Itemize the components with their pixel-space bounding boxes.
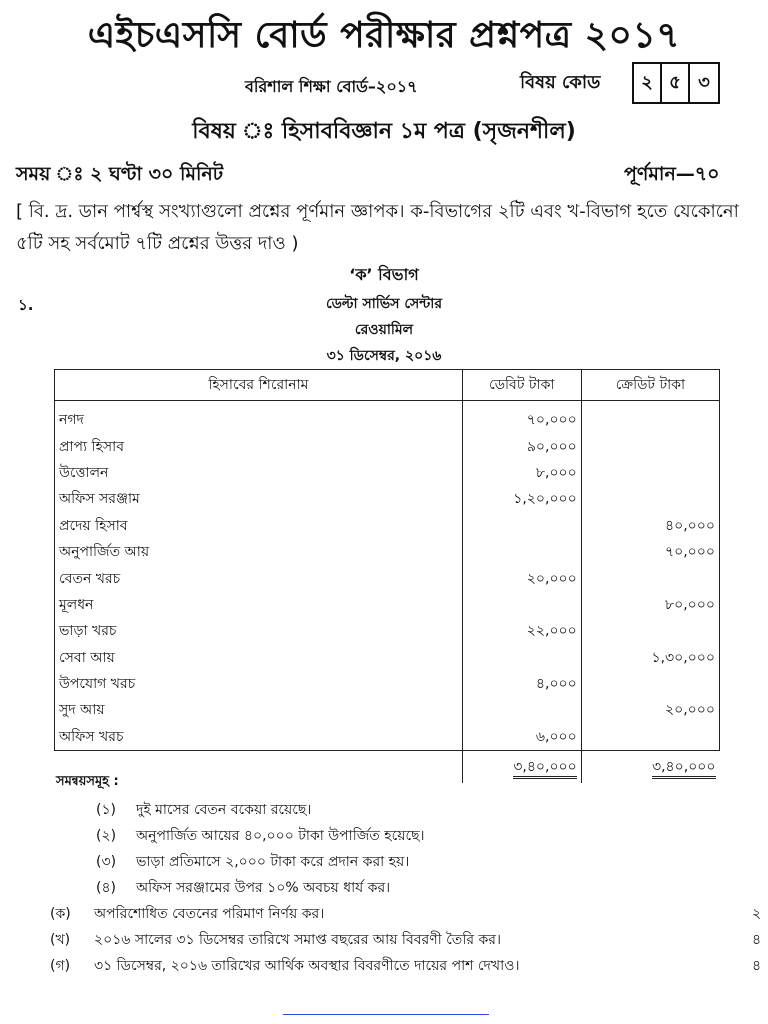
sub-question-number: (খ) — [50, 932, 71, 948]
sub-question-marks: ২ — [752, 906, 762, 922]
adjustment-text: ভাড়া প্রতিমাসে ২,০০০ টাকা করে প্রদান করা হয়। — [136, 854, 410, 870]
table-row — [55, 401, 720, 434]
table-row — [55, 433, 720, 459]
adjustment-item — [96, 876, 390, 900]
total-credit-cell — [581, 751, 719, 784]
credit-cell — [581, 460, 719, 486]
total-debit-cell — [462, 751, 581, 784]
adjustment-item — [96, 824, 425, 848]
board-name: বরিশাল শিক্ষা বোর্ড–২০১৭ — [245, 77, 418, 96]
table-row — [55, 697, 720, 723]
table-row — [55, 486, 720, 512]
sub-question-text: ২০১৬ সালের ৩১ ডিসেম্বর তারিখে সমাপ্ত বছরের আয় বিবরণী তৈরি কর। — [94, 932, 501, 948]
credit-cell: ১,৩০,০০০ — [581, 645, 719, 671]
credit-cell: ২০,০০০ — [581, 697, 719, 723]
credit-cell — [581, 618, 719, 644]
adjustment-text: দুই মাসের বেতন বকেয়া রয়েছে। — [136, 802, 312, 818]
table-row — [55, 724, 720, 751]
subject-code-digit: ৩ — [698, 71, 710, 93]
sub-question — [50, 902, 324, 926]
table-row — [55, 671, 720, 697]
footer-divider — [283, 1014, 489, 1015]
paper-title: এইচএসসি বোর্ড পরীক্ষার প্রশ্নপত্র ২০১৭ — [87, 15, 681, 56]
sub-question-text: অপরিশোধিত বেতনের পরিমাণ নির্ণয় কর। — [94, 906, 325, 922]
table-row — [55, 513, 720, 539]
account-cell: অফিস খরচ — [55, 724, 463, 751]
debit-cell: ২২,০০০ — [462, 618, 581, 644]
sub-question-text: ৩১ ডিসেম্বর, ২০১৬ তারিখের আর্থিক অবস্থার বিবরণীতে দায়ের পাশ দেখাও। — [94, 958, 520, 974]
adjustment-item — [96, 850, 409, 874]
table-row — [55, 460, 720, 486]
debit-cell: ২০,০০০ — [462, 565, 581, 591]
account-cell: ভাড়া খরচ — [55, 618, 463, 644]
col-header-account: হিসাবের শিরোনাম — [55, 370, 463, 401]
debit-cell: ৮,০০০ — [462, 460, 581, 486]
account-cell: অফিস সরঞ্জাম — [55, 486, 463, 512]
account-cell: অনুপার্জিত আয় — [55, 539, 463, 565]
subject-code-box — [632, 62, 720, 104]
debit-cell: ৪,০০০ — [462, 671, 581, 697]
table-header-row — [55, 370, 720, 401]
exam-time: সময় ঃ ২ ঘণ্টা ৩০ মিনিট — [16, 163, 224, 185]
col-header-credit: ক্রেডিট টাকা — [581, 370, 719, 401]
instructions: [ বি. দ্র. ডান পার্শ্বস্থ সংখ্যাগুলো প্রশ্নের পূর্ণমান জ্ঞাপক। ক-বিভাগের ২টি এবং খ-বিভাগ হতে যেকোনো ৫টি সহ সর্বমোট ৭টি প্রশ্নের উত্তর দাও ) — [16, 201, 739, 254]
subject-code-label: বিষয় কোড — [520, 72, 601, 93]
credit-cell: ৭০,০০০ — [581, 539, 719, 565]
debit-cell: ৯০,০০০ — [462, 433, 581, 459]
account-cell: উপযোগ খরচ — [55, 671, 463, 697]
subject-title: বিষয় ঃ হিসাববিজ্ঞান ১ম পত্র (সৃজনশীল) — [192, 119, 576, 144]
sub-question-number: (গ) — [50, 958, 71, 974]
adjustment-text: অনুপার্জিত আয়ের ৪০,০০০ টাকা উপার্জিত হয়েছে। — [136, 828, 425, 844]
adjustment-number: (৩) — [96, 854, 117, 870]
trial-balance-table — [54, 369, 720, 783]
debit-cell — [462, 592, 581, 618]
table-row — [55, 645, 720, 671]
account-cell: সুদ আয় — [55, 697, 463, 723]
subject-code-digit: ২ — [634, 64, 662, 102]
credit-cell: ৪০,০০০ — [581, 513, 719, 539]
account-cell: বেতন খরচ — [55, 565, 463, 591]
total-credit: ৩,৪০,০০০ — [652, 759, 716, 779]
report-date: ৩১ ডিসেম্বর, ২০১৬ — [326, 348, 442, 364]
credit-cell — [581, 724, 719, 751]
debit-cell: ১,২০,০০০ — [462, 486, 581, 512]
report-name: রেওয়ামিল — [354, 322, 414, 338]
account-cell: প্রদেয় হিসাব — [55, 513, 463, 539]
company-name: ডেল্টা সার্ভিস সেন্টার — [325, 296, 443, 312]
account-cell: উত্তোলন — [55, 460, 463, 486]
account-cell: মূলধন — [55, 592, 463, 618]
adjustment-item — [96, 798, 311, 822]
account-cell: প্রাপ্য হিসাব — [55, 433, 463, 459]
question-number: ১. — [18, 296, 34, 314]
adjustment-text: অফিস সরঞ্জামের উপর ১০% অবচয় ধার্য কর। — [136, 880, 391, 896]
credit-cell — [581, 565, 719, 591]
sub-question-number: (ক) — [50, 906, 71, 922]
table-row — [55, 539, 720, 565]
total-debit: ৩,৪০,০০০ — [513, 759, 577, 779]
sub-question-marks: ৪ — [752, 958, 762, 974]
debit-cell — [462, 539, 581, 565]
adjustment-number: (৪) — [96, 880, 117, 896]
debit-cell — [462, 513, 581, 539]
credit-cell: ৮০,০০০ — [581, 592, 719, 618]
account-cell: নগদ — [55, 401, 463, 434]
debit-cell — [462, 645, 581, 671]
sub-question-marks: ৪ — [752, 932, 762, 948]
sub-question — [50, 954, 519, 978]
table-row — [55, 592, 720, 618]
table-row — [55, 565, 720, 591]
full-marks: পূর্ণমান—৭০ — [624, 163, 720, 185]
table-total-row — [55, 751, 720, 784]
subject-code-digit: ৫ — [662, 64, 690, 102]
adjustment-number: (২) — [96, 828, 117, 844]
debit-cell — [462, 697, 581, 723]
section-title: ‘ক’ বিভাগ — [349, 265, 419, 284]
credit-cell — [581, 486, 719, 512]
account-cell: সেবা আয় — [55, 645, 463, 671]
sub-question — [50, 928, 501, 952]
table-row — [55, 618, 720, 644]
credit-cell — [581, 401, 719, 434]
adjustment-number: (১) — [96, 802, 117, 818]
col-header-debit: ডেবিট টাকা — [462, 370, 581, 401]
adjustments-heading: সমন্বয়সমূহ : — [56, 774, 119, 789]
debit-cell: ৭০,০০০ — [462, 401, 581, 434]
credit-cell — [581, 433, 719, 459]
debit-cell: ৬,০০০ — [462, 724, 581, 751]
credit-cell — [581, 671, 719, 697]
